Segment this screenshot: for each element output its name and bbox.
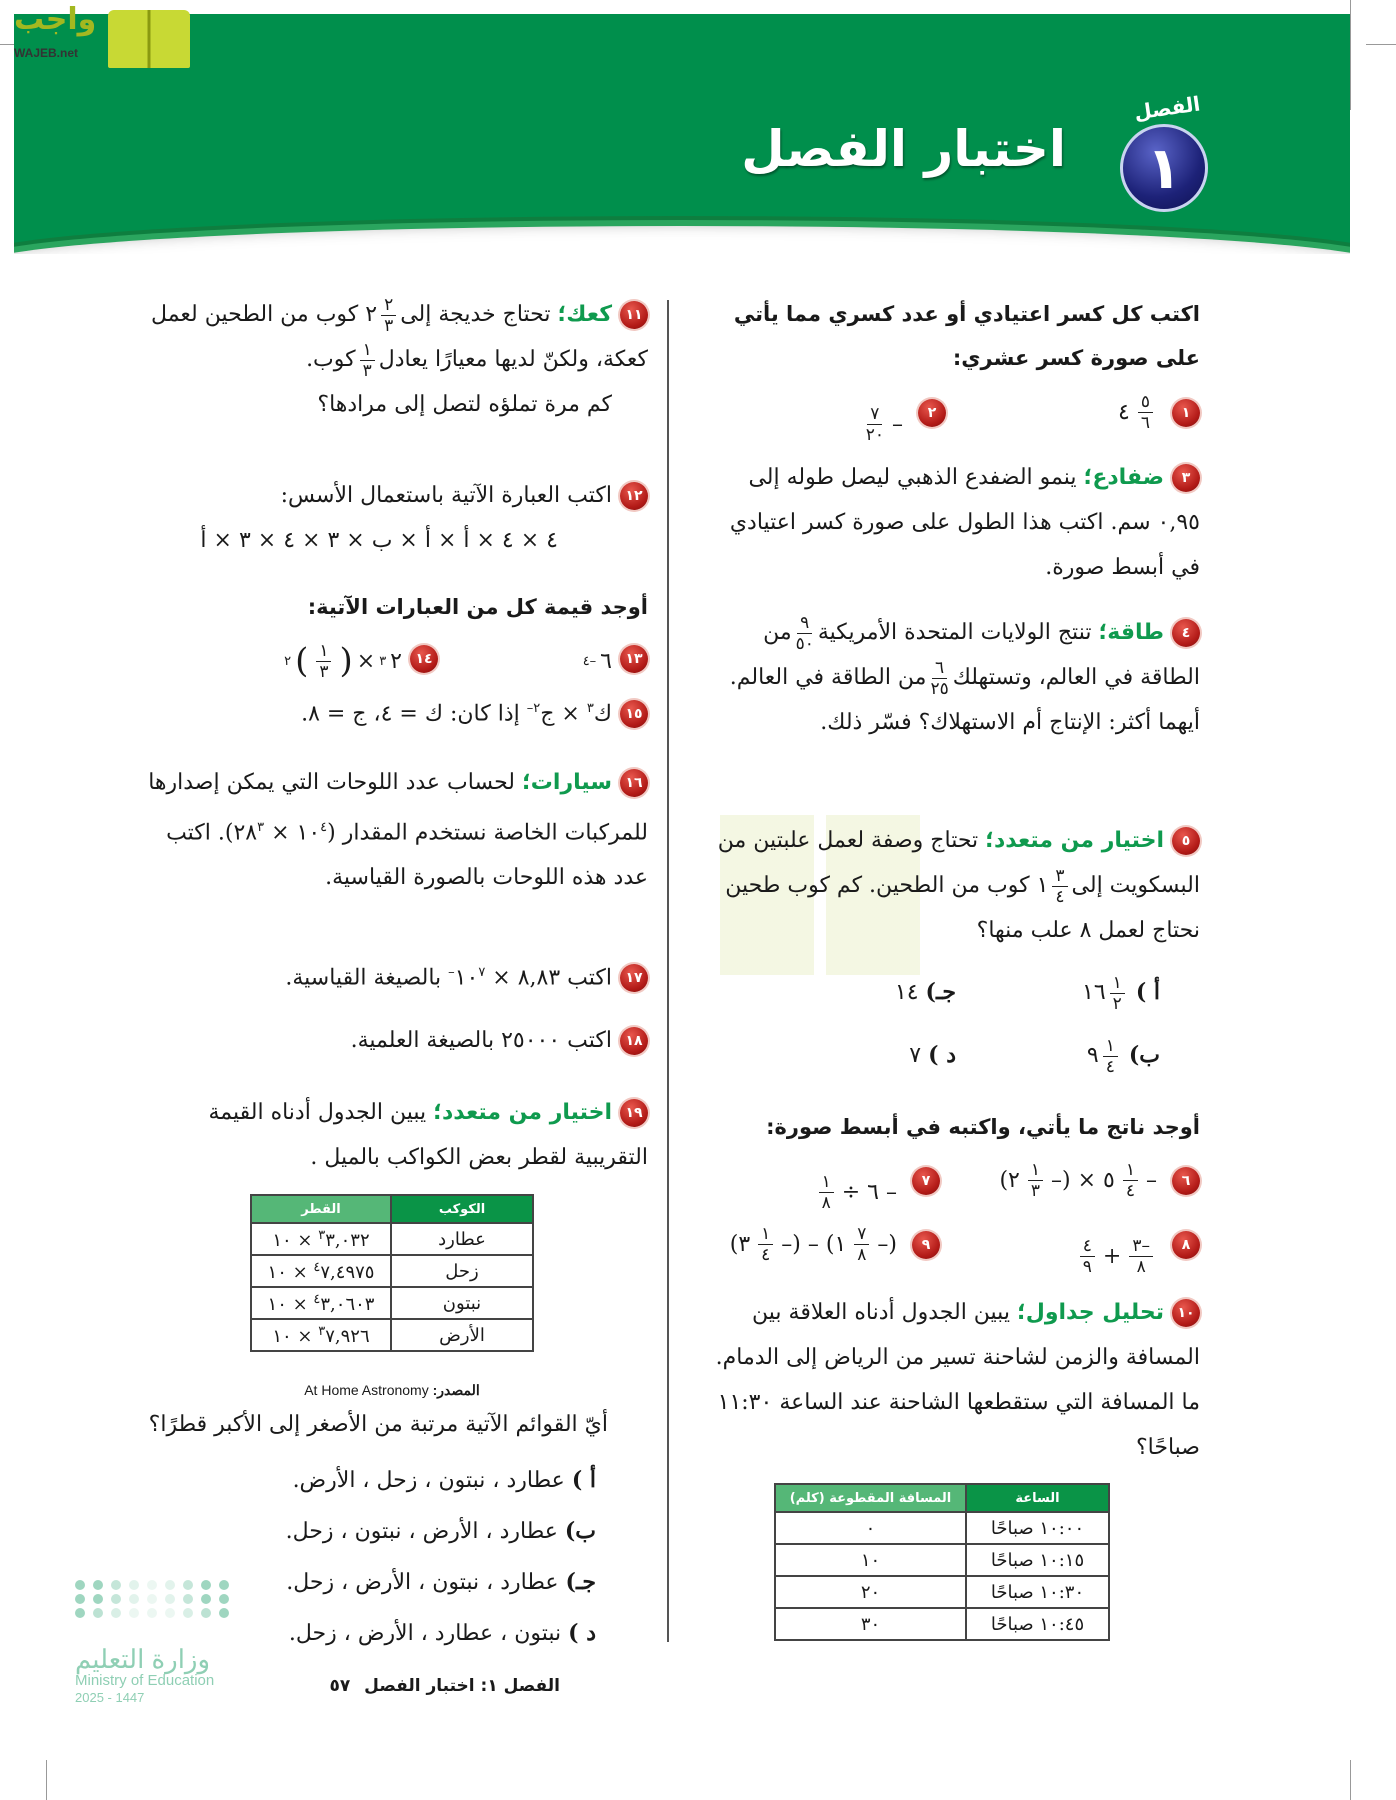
question-number-badge: ٤ bbox=[1172, 619, 1200, 647]
text: (١٠ bbox=[296, 820, 336, 846]
text: زحل bbox=[391, 1255, 533, 1287]
text: ب) bbox=[1128, 1042, 1160, 1068]
text: ٢ bbox=[381, 295, 396, 316]
question-number-badge: ٣ bbox=[1172, 464, 1200, 492]
text: ٦ bbox=[932, 658, 947, 679]
question-15 bbox=[128, 686, 648, 736]
text: ٣,٠٦٠٣ × ١٠ bbox=[267, 1293, 375, 1315]
whole: ١ bbox=[1036, 873, 1049, 898]
text: ٥ bbox=[1138, 392, 1153, 413]
question-9 bbox=[680, 1222, 940, 1267]
text bbox=[1118, 390, 1157, 435]
question-label: سيارات؛ bbox=[522, 770, 612, 795]
text bbox=[201, 1594, 211, 1604]
question-18 bbox=[128, 1018, 648, 1063]
table-row bbox=[251, 1255, 533, 1287]
exponent: ٤ bbox=[313, 1259, 321, 1275]
text: –) bbox=[877, 1232, 897, 1257]
text: جـ) bbox=[565, 1569, 596, 1595]
question-14 bbox=[238, 636, 438, 684]
question-number-badge: ٧ bbox=[912, 1167, 940, 1195]
question-label: ضفادع؛ bbox=[1083, 465, 1164, 490]
text: ٤ bbox=[1105, 1056, 1115, 1077]
text bbox=[583, 639, 612, 684]
text bbox=[251, 1319, 391, 1351]
ministry-logo bbox=[75, 1580, 255, 1706]
text: ١٠:١٥ صباحًا bbox=[966, 1544, 1109, 1576]
table-row bbox=[775, 1576, 1109, 1608]
text: ٢٠ bbox=[775, 1576, 966, 1608]
text: بالصيغة القياسية. bbox=[285, 965, 442, 991]
text: (٣ bbox=[729, 1232, 751, 1257]
text: المصدر: bbox=[432, 1382, 480, 1398]
text: ١٦ bbox=[1082, 980, 1106, 1005]
text: يبين الجدول أدناه القيمة التقريبية لقطر بعض الكواكب بالميل . bbox=[208, 1100, 648, 1170]
text: ٥٠ bbox=[795, 633, 814, 654]
chapter-word: الفصل bbox=[1132, 91, 1202, 125]
question-11 bbox=[128, 292, 648, 427]
question-2 bbox=[696, 390, 946, 447]
question-6 bbox=[940, 1158, 1200, 1203]
question-number-badge: ٥ bbox=[1172, 827, 1200, 855]
question-number-badge: ٢ bbox=[918, 399, 946, 427]
table-header: الكوكب bbox=[391, 1195, 533, 1223]
text: ٩ bbox=[1086, 1043, 1099, 1068]
fraction bbox=[1028, 1160, 1043, 1201]
text: ٦ bbox=[600, 649, 612, 674]
text: ك bbox=[593, 701, 612, 727]
table-row bbox=[775, 1544, 1109, 1576]
text: ٨ bbox=[1136, 1257, 1146, 1277]
expression: ٤ × ٤ × أ × أ × ب × ٣ × ٤ × ٣ × أ bbox=[200, 528, 558, 553]
text bbox=[93, 1608, 103, 1618]
text: ٦ bbox=[1140, 413, 1150, 433]
question-8 bbox=[1000, 1222, 1200, 1279]
crop-mark bbox=[1366, 44, 1396, 45]
text bbox=[251, 1195, 533, 1223]
instruction-decimal: اكتب كل كسر اعتيادي أو عدد كسري مما يأتي على صورة كسر عشري: bbox=[733, 302, 1200, 370]
text: ١٠:٣٠ صباحًا bbox=[966, 1576, 1109, 1608]
fraction bbox=[930, 658, 948, 699]
banner-curve bbox=[14, 226, 1350, 254]
exponent: ٤ bbox=[320, 820, 328, 835]
table-row bbox=[251, 1319, 533, 1351]
question-text: تحتاج وصفة لعمل علبتين من البسكويت إلى bbox=[717, 828, 1200, 898]
question-text: من الطاقة في العالم، وتستهلك bbox=[763, 620, 1200, 690]
text: ٤ bbox=[1055, 886, 1065, 907]
text bbox=[183, 1580, 193, 1590]
fraction bbox=[381, 295, 396, 336]
text: ب) bbox=[564, 1518, 596, 1544]
fraction bbox=[316, 641, 331, 682]
exponent: ٣ bbox=[318, 1323, 326, 1339]
table-row bbox=[251, 1287, 533, 1319]
text: ١ bbox=[1103, 1036, 1118, 1057]
question-19 bbox=[128, 1090, 648, 1180]
exponent: ٣ bbox=[318, 1227, 326, 1243]
text: عطارد ، نبتون ، الأرض ، زحل. bbox=[286, 1570, 559, 1595]
exponent: ٣ bbox=[379, 654, 387, 669]
crop-mark bbox=[1350, 1760, 1351, 1800]
exponent: ٢ bbox=[284, 654, 292, 669]
text: At Home Astronomy bbox=[304, 1382, 429, 1398]
text: ١ bbox=[316, 641, 331, 662]
text: ١ bbox=[819, 1172, 834, 1193]
fraction bbox=[1123, 1160, 1138, 1201]
exponent: ٧– bbox=[448, 965, 486, 980]
text: أ ) bbox=[1135, 979, 1160, 1005]
question-label: طاقة؛ bbox=[1098, 620, 1164, 645]
text: ٢٠ bbox=[865, 425, 884, 445]
wajeb-logo bbox=[10, 2, 190, 66]
text: ٣ bbox=[1030, 1181, 1041, 1201]
text bbox=[147, 1608, 157, 1618]
text: ). اكتب عدد هذه اللوحات بالصورة القياسية. bbox=[166, 820, 648, 891]
text: (٢ bbox=[999, 1168, 1020, 1193]
table-header: القطر bbox=[251, 1195, 391, 1223]
text bbox=[111, 1594, 121, 1604]
ministry-name-ar: وزارة التعليم bbox=[75, 1644, 211, 1674]
crop-mark bbox=[1350, 0, 1351, 110]
question-text: من الطاقة في العالم. أيهما أكثر: الإنتاج أم الاستهلاك؟ فسّر ذلك. bbox=[729, 665, 1200, 735]
text: ÷ ٦ – bbox=[841, 1180, 897, 1205]
option-d bbox=[776, 1033, 956, 1078]
text: ٧,٩٢٦ × ١٠ bbox=[272, 1325, 370, 1347]
text: ٩ bbox=[797, 613, 812, 634]
text bbox=[775, 1484, 1109, 1640]
text bbox=[165, 1594, 175, 1604]
fraction bbox=[1138, 392, 1153, 433]
question-number-badge: ١٦ bbox=[620, 769, 648, 797]
text: ٧,٤٩٧٥ × ١٠ bbox=[267, 1261, 375, 1283]
text bbox=[251, 1195, 533, 1351]
book-icon bbox=[108, 10, 190, 68]
text: + bbox=[1102, 1244, 1122, 1269]
question-number-badge: ١٤ bbox=[410, 645, 438, 673]
text bbox=[999, 1158, 1157, 1203]
text bbox=[201, 1580, 211, 1590]
question-text: كوب من الطحين. كم كوب طحين نحتاج لعمل ٨ علب منها؟ bbox=[725, 873, 1200, 943]
ministry-name-en: Ministry of Education bbox=[75, 1672, 215, 1689]
question-5 bbox=[700, 818, 1200, 953]
text: ) bbox=[339, 641, 353, 681]
text bbox=[147, 1594, 157, 1604]
question-7 bbox=[740, 1158, 940, 1215]
table-row bbox=[251, 1223, 533, 1255]
text: ٣ bbox=[319, 662, 329, 682]
text: ٧ bbox=[867, 404, 882, 425]
text bbox=[75, 1580, 85, 1590]
text bbox=[165, 1580, 175, 1590]
text: ٢٥ bbox=[930, 678, 949, 699]
question-number-badge: ١٢ bbox=[620, 482, 648, 510]
text: ٨ bbox=[821, 1193, 831, 1213]
text: ٣ bbox=[384, 315, 394, 336]
text: عطارد ، الأرض ، نبتون ، زحل. bbox=[285, 1519, 558, 1544]
minus-sign: – bbox=[892, 412, 903, 437]
question-number-badge: ١٠ bbox=[1172, 1299, 1200, 1327]
text bbox=[129, 1594, 139, 1604]
text bbox=[775, 1484, 1109, 1512]
text: ٠ bbox=[775, 1512, 966, 1544]
option-b bbox=[960, 1033, 1160, 1078]
text: ٣– bbox=[1129, 1236, 1153, 1257]
chapter-number-badge: ١ bbox=[1120, 124, 1208, 212]
text bbox=[165, 1608, 175, 1618]
text: ٩ bbox=[1082, 1257, 1092, 1277]
fraction bbox=[1103, 1036, 1118, 1077]
text: لحساب عدد اللوحات التي يمكن إصدارها للمركبات الخاصة نستخدم المقدار bbox=[148, 770, 648, 846]
fraction bbox=[1110, 973, 1125, 1014]
text bbox=[284, 639, 402, 684]
text: اكتب العبارة الآتية باستعمال الأسس: bbox=[280, 483, 612, 508]
text: ٧ bbox=[854, 1224, 869, 1245]
text bbox=[75, 1608, 85, 1618]
text bbox=[111, 1580, 121, 1590]
text bbox=[219, 1594, 229, 1604]
text: ١٠:٠٠ صباحًا bbox=[966, 1512, 1109, 1544]
question-number-badge: ١١ bbox=[620, 301, 648, 329]
question-3 bbox=[700, 455, 1200, 590]
text: –) – (١ bbox=[781, 1232, 847, 1257]
exponent: ٤ bbox=[313, 1291, 321, 1307]
text: ٨ bbox=[857, 1245, 867, 1265]
question-text: تنتج الولايات المتحدة الأمريكية bbox=[817, 620, 1092, 645]
text: د ) bbox=[928, 1042, 956, 1068]
option-a bbox=[960, 970, 1160, 1015]
fraction bbox=[796, 613, 814, 654]
question-number-badge: ١٩ bbox=[620, 1099, 648, 1127]
page-title: اختبار الفصل bbox=[741, 120, 1066, 178]
text: ١ bbox=[1110, 973, 1125, 994]
question-4 bbox=[700, 610, 1200, 745]
question-number-badge: ١٣ bbox=[620, 645, 648, 673]
question-number-badge: ١٧ bbox=[620, 964, 648, 992]
text: –) × ٥ bbox=[1051, 1168, 1115, 1193]
text bbox=[219, 1608, 229, 1618]
question-text: يبين الجدول أدناه العلاقة بين المسافة والزمن لشاحنة تسير من الرياض إلى الدمام. ما المسافة التي ستقطعها الشاحنة عند الساعة ١١:٣٠ صباحًا؟ bbox=[715, 1300, 1200, 1460]
text bbox=[730, 1222, 897, 1267]
text: × bbox=[356, 649, 376, 674]
text: ١ bbox=[1028, 1160, 1043, 1181]
text: الأرض bbox=[391, 1319, 533, 1351]
question-19-prompt: أيّ القوائم الآتية مرتبة من الأصغر إلى الأكبر قطرًا؟ bbox=[148, 1412, 608, 1437]
text: تحتاج خديجة إلى bbox=[400, 302, 551, 327]
ministry-year: 2025 - 1447 bbox=[75, 1690, 145, 1705]
text: ١٤ bbox=[894, 980, 919, 1005]
fraction bbox=[758, 1224, 773, 1265]
instruction-simplify: أوجد ناتج ما يأتي، واكتبه في أبسط صورة: bbox=[766, 1115, 1200, 1139]
text: اكتب ٢٥٠٠٠ بالصيغة العلمية. bbox=[350, 1028, 612, 1053]
question-17 bbox=[128, 950, 648, 1000]
exponent: ٢– bbox=[526, 701, 541, 716]
fraction bbox=[866, 404, 884, 445]
table-header: المسافة المقطوعة (كلم) bbox=[775, 1484, 966, 1512]
logo-ar: واجب bbox=[14, 2, 97, 37]
question-number-badge: ٦ bbox=[1172, 1167, 1200, 1195]
text bbox=[147, 1580, 157, 1590]
text: – bbox=[1146, 1168, 1157, 1193]
text bbox=[251, 1223, 391, 1255]
text: ٤ bbox=[1080, 1236, 1095, 1257]
question-number-badge: ٩ bbox=[912, 1231, 940, 1259]
text: ٣ bbox=[362, 360, 372, 381]
table-row bbox=[775, 1608, 1109, 1640]
question-number-badge: ١٨ bbox=[620, 1027, 648, 1055]
question-number-badge: ٨ bbox=[1172, 1231, 1200, 1259]
text: عطارد bbox=[391, 1223, 533, 1255]
text: ١٠ bbox=[775, 1544, 966, 1576]
text bbox=[201, 1608, 211, 1618]
text: اكتب ٨,٨٣ × ١٠ bbox=[454, 965, 612, 991]
text bbox=[815, 1170, 897, 1215]
text: أ ) bbox=[571, 1467, 596, 1493]
text: نبتون ، عطارد ، الأرض ، زحل. bbox=[288, 1621, 562, 1646]
instruction-evaluate: أوجد قيمة كل من العبارات الآتية: bbox=[307, 595, 648, 619]
text bbox=[219, 1580, 229, 1590]
text: × ج bbox=[540, 701, 580, 727]
planets-table bbox=[250, 1194, 534, 1352]
table-row bbox=[775, 1512, 1109, 1544]
column-divider bbox=[667, 300, 669, 1642]
question-10 bbox=[700, 1290, 1200, 1470]
text bbox=[93, 1580, 103, 1590]
text bbox=[93, 1594, 103, 1604]
question-label: كعك؛ bbox=[557, 302, 612, 327]
text: ١ bbox=[1123, 1160, 1138, 1181]
text bbox=[129, 1580, 139, 1590]
exponent: ٣ bbox=[257, 820, 265, 835]
text: × ٢٨ bbox=[233, 820, 290, 846]
crop-mark bbox=[46, 1760, 47, 1800]
question-1 bbox=[960, 390, 1200, 435]
text bbox=[129, 1608, 139, 1618]
table-source bbox=[250, 1380, 534, 1400]
ministry-dots-icon bbox=[75, 1580, 255, 1618]
text: جـ) bbox=[925, 979, 956, 1005]
question-number-badge: ١ bbox=[1172, 399, 1200, 427]
text: ٢ كوب من الطحين لعمل كعكة، ولكنّ لديها معيارًا يعادل bbox=[151, 302, 648, 372]
table-header: الساعة bbox=[966, 1484, 1109, 1512]
fraction bbox=[1129, 1236, 1153, 1277]
text bbox=[111, 1608, 121, 1618]
text: كوب. bbox=[306, 347, 356, 372]
text: ١ bbox=[758, 1224, 773, 1245]
exponent: ٣ bbox=[586, 701, 594, 716]
question-label: اختيار من متعدد؛ bbox=[433, 1100, 612, 1125]
fraction bbox=[1080, 1236, 1095, 1277]
text: ٢ bbox=[390, 649, 402, 674]
text: ١٠:٤٥ صباحًا bbox=[966, 1608, 1109, 1640]
text: ٣,٠٣٢ × ١٠ bbox=[272, 1229, 370, 1251]
text: عطارد ، نبتون ، زحل ، الأرض. bbox=[292, 1468, 565, 1493]
fraction bbox=[360, 340, 375, 381]
question-label: اختيار من متعدد؛ bbox=[985, 828, 1164, 853]
text: ١ bbox=[360, 340, 375, 361]
text: كم مرة تملؤه لتصل إلى مرادها؟ bbox=[317, 392, 612, 417]
text: ٤ bbox=[1125, 1181, 1135, 1201]
exponent: ٤– bbox=[582, 654, 597, 669]
question-text: ينمو الضفدع الذهبي ليصل طوله إلى ٠,٩٥ سم. اكتب هذا الطول على صورة كسر اعتيادي في أبسط صورة. bbox=[729, 465, 1200, 580]
text bbox=[1076, 1234, 1157, 1279]
text bbox=[75, 1594, 85, 1604]
text: د ) bbox=[568, 1620, 596, 1646]
question-label: تحليل جداول؛ bbox=[1016, 1300, 1164, 1325]
question-12 bbox=[128, 473, 648, 563]
text: ٣ bbox=[1052, 866, 1067, 887]
text: ( bbox=[295, 641, 309, 681]
option-a bbox=[98, 1455, 596, 1506]
question-number-badge: ١٥ bbox=[620, 700, 648, 728]
whole: ٤ bbox=[1118, 400, 1130, 425]
text: ٧ bbox=[909, 1043, 922, 1068]
text: ٣٠ bbox=[775, 1608, 966, 1640]
text bbox=[251, 1255, 391, 1287]
question-16 bbox=[128, 760, 648, 900]
logo-en: WAJEB.net bbox=[14, 46, 79, 60]
fraction bbox=[819, 1172, 834, 1213]
distance-time-table bbox=[774, 1483, 1110, 1641]
fraction bbox=[1052, 866, 1067, 907]
page-footer bbox=[280, 1676, 560, 1696]
text bbox=[862, 402, 903, 447]
text bbox=[183, 1594, 193, 1604]
text: إذا كان: ك = ٤، ج = ٨. bbox=[301, 701, 520, 727]
page-number: ٥٧ bbox=[329, 1676, 351, 1696]
question-13 bbox=[448, 636, 648, 684]
text bbox=[251, 1287, 391, 1319]
fraction bbox=[854, 1224, 869, 1265]
footer-chapter: الفصل ١: اختبار الفصل bbox=[364, 1676, 560, 1696]
option-c bbox=[776, 970, 956, 1015]
option-b bbox=[98, 1506, 596, 1557]
text: ٤ bbox=[761, 1245, 771, 1265]
text bbox=[183, 1608, 193, 1618]
text: نبتون bbox=[391, 1287, 533, 1319]
text: ٢ bbox=[1112, 993, 1122, 1014]
